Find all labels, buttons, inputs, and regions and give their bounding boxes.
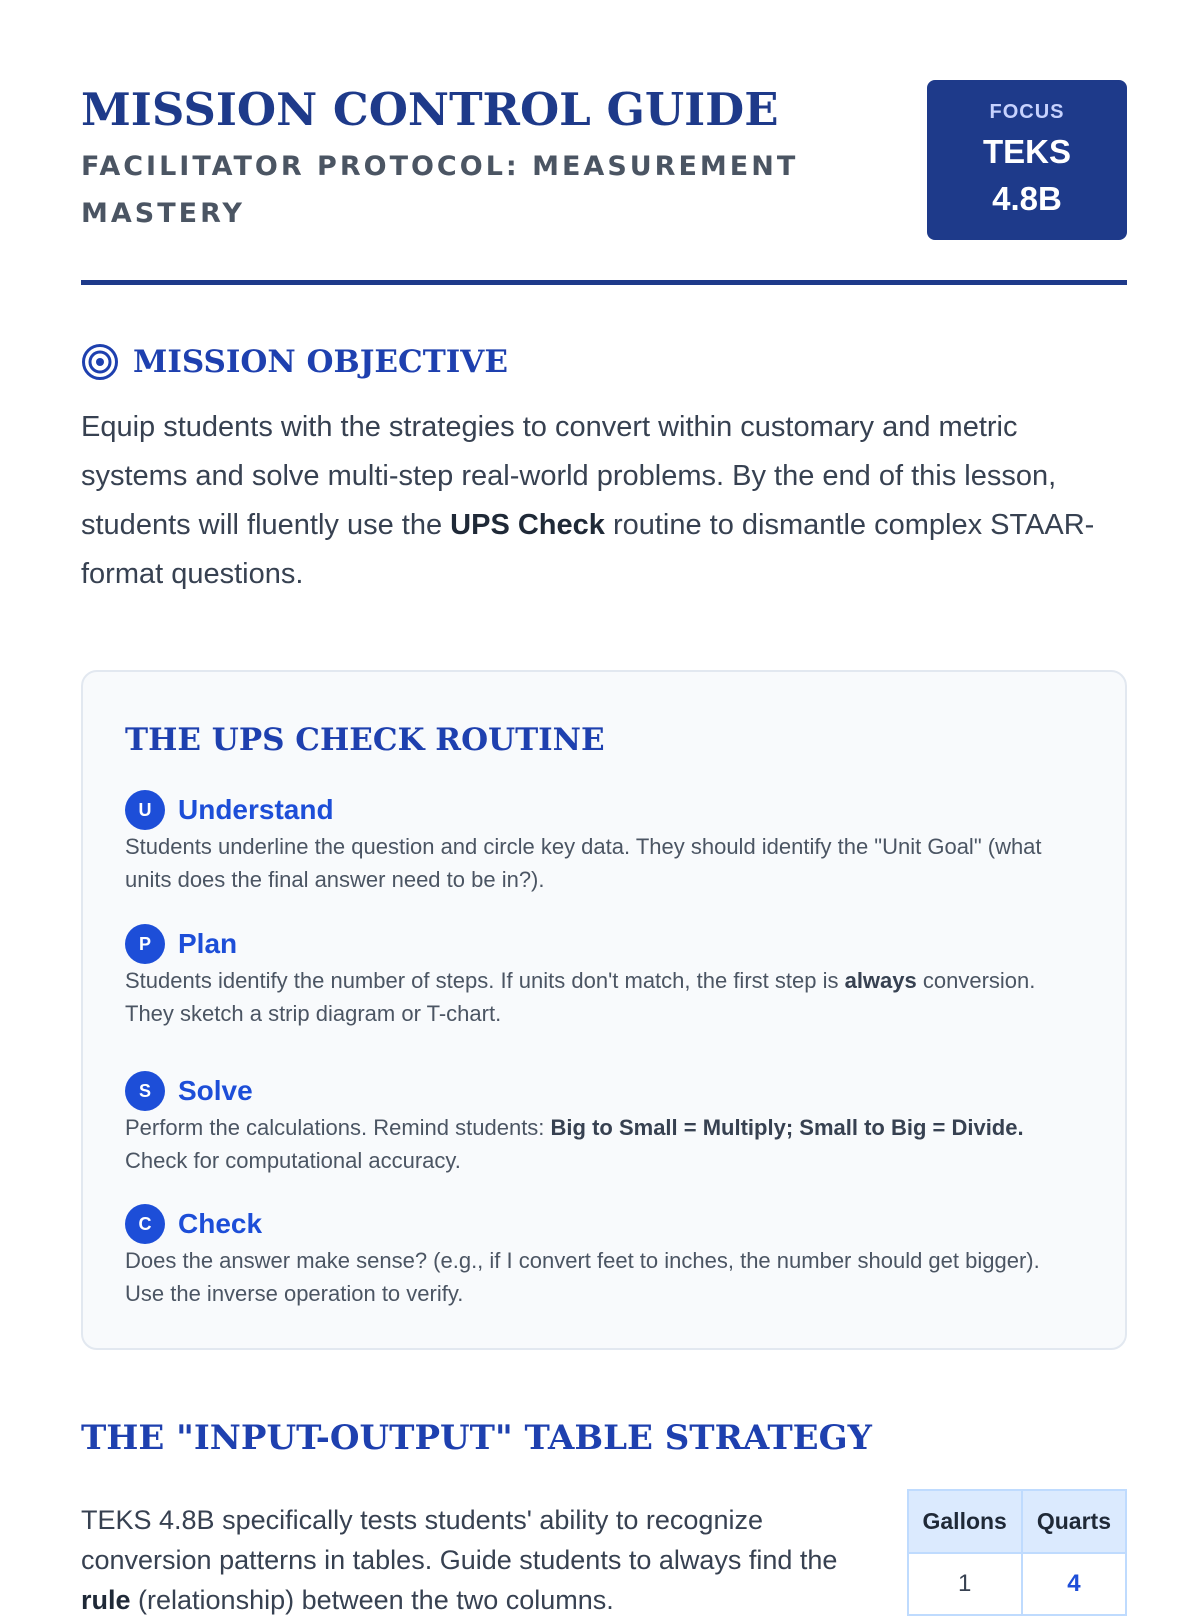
step-letter-badge: S xyxy=(125,1071,165,1111)
step-solve xyxy=(125,1071,1075,1177)
step-letter-badge: C xyxy=(125,1204,165,1244)
step-title: Check xyxy=(178,1208,263,1239)
step-description: Does the answer make sense? (e.g., if I convert feet to inches, the number should get bigger). Use the inverse operation to verify. xyxy=(125,1248,1040,1306)
focus-value: TEKS 4.8B xyxy=(982,133,1071,217)
target-icon xyxy=(81,343,119,381)
step-plan xyxy=(125,924,1075,1030)
step-letter-badge: U xyxy=(125,790,165,830)
table-strategy-text: TEKS 4.8B specifically tests students' ability to recognize conversion patterns in tables. Guide students to always find the rule (relationship) between the two columns. xyxy=(81,1505,838,1615)
page-subtitle: FACILITATOR PROTOCOL: MEASUREMENT MASTERY xyxy=(81,151,799,229)
routine-heading: THE UPS CHECK ROUTINE xyxy=(125,722,605,758)
step-understand xyxy=(125,790,1075,896)
table-header: Quarts xyxy=(1022,1490,1126,1553)
step-description: Students underline the question and circle key data. They should identify the "Unit Goal" (what units does the final answer need to be in?). xyxy=(125,834,1042,892)
header-divider xyxy=(81,280,1127,285)
step-title: Solve xyxy=(178,1075,253,1106)
ups-routine-card xyxy=(81,670,1127,1350)
page-title: MISSION CONTROL GUIDE xyxy=(81,83,779,136)
table-cell-input: 1 xyxy=(908,1553,1022,1615)
table-row xyxy=(908,1553,1127,1615)
step-letter-badge: P xyxy=(125,924,165,964)
step-description: Students identify the number of steps. If units don't match, the first step is always conversion. They sketch a strip diagram or T-chart. xyxy=(125,968,1036,1026)
table-strategy-heading: THE "INPUT-OUTPUT" TABLE STRATEGY xyxy=(81,1418,872,1458)
step-title: Understand xyxy=(178,794,334,825)
table-header: Gallons xyxy=(908,1490,1022,1553)
header xyxy=(81,80,1127,288)
focus-badge xyxy=(927,80,1127,240)
objective-heading: MISSION OBJECTIVE xyxy=(133,344,508,380)
step-description: Perform the calculations. Remind students: Big to Small = Multiply; Small to Big = Divide. Check for computational accuracy. xyxy=(125,1115,1024,1173)
table-strategy-section xyxy=(81,1418,1127,1615)
focus-label: FOCUS xyxy=(989,101,1065,123)
step-check xyxy=(125,1204,1075,1310)
step-title: Plan xyxy=(178,928,238,959)
table-cell-output: 4 xyxy=(1022,1553,1126,1615)
objective-section xyxy=(81,343,1127,599)
objective-text: Equip students with the strategies to convert within customary and metric systems and solve multi-step real-world problems. By the end of this lesson, students will fluently use the UPS Check routine to dismantle complex STAAR-format questions. xyxy=(81,411,1095,590)
conversion-table xyxy=(907,1489,1128,1616)
